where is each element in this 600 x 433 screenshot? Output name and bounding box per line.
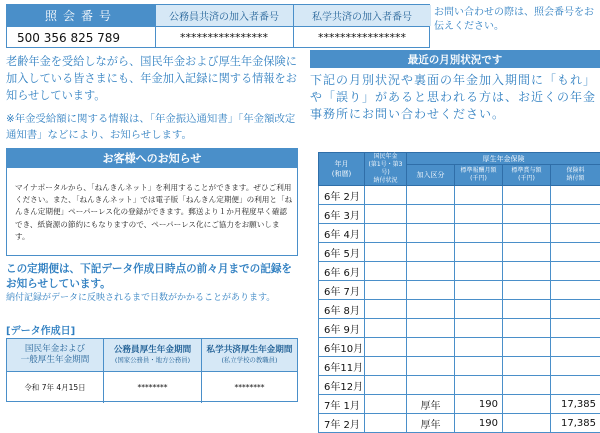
- row-standard-bonus: [503, 243, 551, 262]
- row-standard-bonus: [503, 338, 551, 357]
- row-standard-bonus: [503, 357, 551, 376]
- row-category: [407, 319, 455, 338]
- row-month: 6年 4月: [319, 224, 365, 243]
- intro-text: 老齢年金を受給しながら、国民年金および厚生年金保険に加入している皆さまにも、年金加入記録に関する情報をお知らせしています。: [6, 53, 298, 104]
- row-standard-salary: [455, 281, 503, 300]
- row-standard-salary: [455, 243, 503, 262]
- row-national-status: [365, 376, 407, 395]
- row-standard-bonus: [503, 186, 551, 205]
- row-month: 6年 8月: [319, 300, 365, 319]
- row-month: 6年 6月: [319, 262, 365, 281]
- inquiry-number-value: 500 356 825 789: [7, 27, 155, 48]
- row-category: [407, 243, 455, 262]
- row-standard-bonus: [503, 281, 551, 300]
- row-standard-bonus: [503, 262, 551, 281]
- row-month: 6年12月: [319, 376, 365, 395]
- private-school-number-header: 私学共済の加入者番号: [293, 5, 431, 26]
- civil-servant-number-header: 公務員共済の加入者番号: [155, 5, 293, 26]
- data-date-value-civil: ********: [104, 371, 202, 403]
- table-row: [319, 243, 600, 262]
- row-category: [407, 205, 455, 224]
- row-national-status: [365, 281, 407, 300]
- row-standard-bonus: [503, 376, 551, 395]
- civil-servant-number-value: ****************: [155, 27, 293, 48]
- row-premium: [551, 357, 600, 376]
- row-category: [407, 224, 455, 243]
- row-month: 7年 2月: [319, 414, 365, 433]
- monthly-status-table: [318, 152, 600, 433]
- row-premium: [551, 243, 600, 262]
- id-number-table: [6, 4, 430, 48]
- row-month: 6年11月: [319, 357, 365, 376]
- row-national-status: [365, 395, 407, 414]
- period-note: この定期便は、下記データ作成日時点の前々月までの記録をお知らせしています。: [6, 262, 298, 292]
- table-row: [319, 281, 600, 300]
- row-premium: [551, 281, 600, 300]
- row-national-status: [365, 186, 407, 205]
- row-standard-salary: [455, 205, 503, 224]
- row-national-status: [365, 338, 407, 357]
- private-school-number-value: ****************: [293, 27, 431, 48]
- row-month: 6年 3月: [319, 205, 365, 224]
- row-standard-bonus: [503, 224, 551, 243]
- row-category: [407, 376, 455, 395]
- row-standard-salary: [455, 186, 503, 205]
- row-standard-salary: 190: [455, 414, 503, 433]
- row-category: 厚年: [407, 414, 455, 433]
- row-standard-salary: [455, 262, 503, 281]
- row-standard-salary: [455, 300, 503, 319]
- table-row: [319, 376, 600, 395]
- row-category: [407, 262, 455, 281]
- row-month: 7年 1月: [319, 395, 365, 414]
- header-category: 加入区分: [407, 165, 455, 186]
- table-row: [319, 186, 600, 205]
- delay-note: 納付記録がデータに反映されるまで日数がかかることがあります。: [6, 292, 298, 304]
- row-standard-salary: [455, 357, 503, 376]
- table-row: [319, 395, 600, 414]
- row-standard-salary: [455, 376, 503, 395]
- table-row: [319, 357, 600, 376]
- monthly-status-title: 最近の月別状況です: [310, 50, 600, 68]
- inquiry-note: お問い合わせの際は、照会番号をお伝えください。: [434, 6, 600, 34]
- row-month: 6年 2月: [319, 186, 365, 205]
- row-standard-bonus: [503, 205, 551, 224]
- table-row: [319, 224, 600, 243]
- customer-notice-body: マイナポータルから、「ねんきんネット」を利用することができます。ぜひご利用ください。また、「ねんきんネット」では電子版「ねんきん定期便」の利用と「ねんきん定期便」ペーパーレス化の登録ができます。郵送より１か月程度早く確認でき、紙資源の節約にもなりますので、ペーパーレス化にご協力をお願いします。: [15, 182, 293, 243]
- row-category: 厚年: [407, 395, 455, 414]
- table-row: [319, 262, 600, 281]
- row-standard-salary: [455, 319, 503, 338]
- row-standard-bonus: [503, 395, 551, 414]
- row-category: [407, 186, 455, 205]
- table-row: [319, 414, 600, 433]
- row-national-status: [365, 243, 407, 262]
- row-standard-salary: [455, 338, 503, 357]
- data-date-label: [データ作成日]: [6, 322, 75, 337]
- row-standard-bonus: [503, 319, 551, 338]
- row-national-status: [365, 262, 407, 281]
- header-standard-salary: 標準報酬月額 (千円): [455, 165, 503, 186]
- row-standard-salary: 190: [455, 395, 503, 414]
- table-row: [319, 319, 600, 338]
- row-premium: [551, 338, 600, 357]
- table-row: [319, 338, 600, 357]
- row-premium: 17,385: [551, 414, 600, 433]
- data-date-header-private: 私学共済厚生年金期間 (私立学校の教職員): [202, 339, 297, 371]
- header-national-pension: 国民年金 (第1号・第3号) 納付状況: [365, 153, 407, 186]
- row-national-status: [365, 414, 407, 433]
- header-month: 年月 (和暦): [319, 153, 365, 186]
- row-premium: [551, 262, 600, 281]
- data-date-table: [6, 338, 298, 402]
- row-national-status: [365, 357, 407, 376]
- row-premium: [551, 319, 600, 338]
- row-premium: [551, 376, 600, 395]
- header-employee-pension: 厚生年金保険: [407, 153, 600, 165]
- table-row: [319, 205, 600, 224]
- row-national-status: [365, 205, 407, 224]
- row-premium: [551, 186, 600, 205]
- row-national-status: [365, 319, 407, 338]
- row-premium: [551, 205, 600, 224]
- row-category: [407, 357, 455, 376]
- row-category: [407, 300, 455, 319]
- inquiry-number-header: 照会番号: [7, 5, 155, 26]
- row-category: [407, 281, 455, 300]
- row-standard-salary: [455, 224, 503, 243]
- row-national-status: [365, 224, 407, 243]
- pension-notice-note: ※年金受給額に関する情報は、「年金振込通知書」「年金額改定通知書」などにより、お知らせします。: [6, 111, 298, 143]
- data-date-value-national: 令和 7年 4月15日: [7, 371, 104, 403]
- row-national-status: [365, 300, 407, 319]
- customer-notice-title: お客様へのお知らせ: [6, 148, 298, 168]
- row-month: 6年 9月: [319, 319, 365, 338]
- row-month: 6年10月: [319, 338, 365, 357]
- row-category: [407, 338, 455, 357]
- row-premium: [551, 300, 600, 319]
- row-premium: [551, 224, 600, 243]
- data-date-value-private: ********: [202, 371, 297, 403]
- row-standard-bonus: [503, 414, 551, 433]
- row-premium: 17,385: [551, 395, 600, 414]
- monthly-status-description: 下記の月別状況や裏面の年金加入期間に「もれ」や「誤り」があると思われる方は、お近くの年金事務所にお問い合わせください。: [310, 72, 600, 123]
- data-date-header-civil: 公務員厚生年金期間 (国家公務員・地方公務員): [104, 339, 202, 371]
- header-premium: 保険料 納付額: [551, 165, 600, 186]
- header-standard-bonus: 標準賞与額 (千円): [503, 165, 551, 186]
- data-date-header-national: 国民年金および 一般厚生年金期間: [7, 339, 104, 371]
- row-month: 6年 5月: [319, 243, 365, 262]
- table-row: [319, 300, 600, 319]
- row-month: 6年 7月: [319, 281, 365, 300]
- row-standard-bonus: [503, 300, 551, 319]
